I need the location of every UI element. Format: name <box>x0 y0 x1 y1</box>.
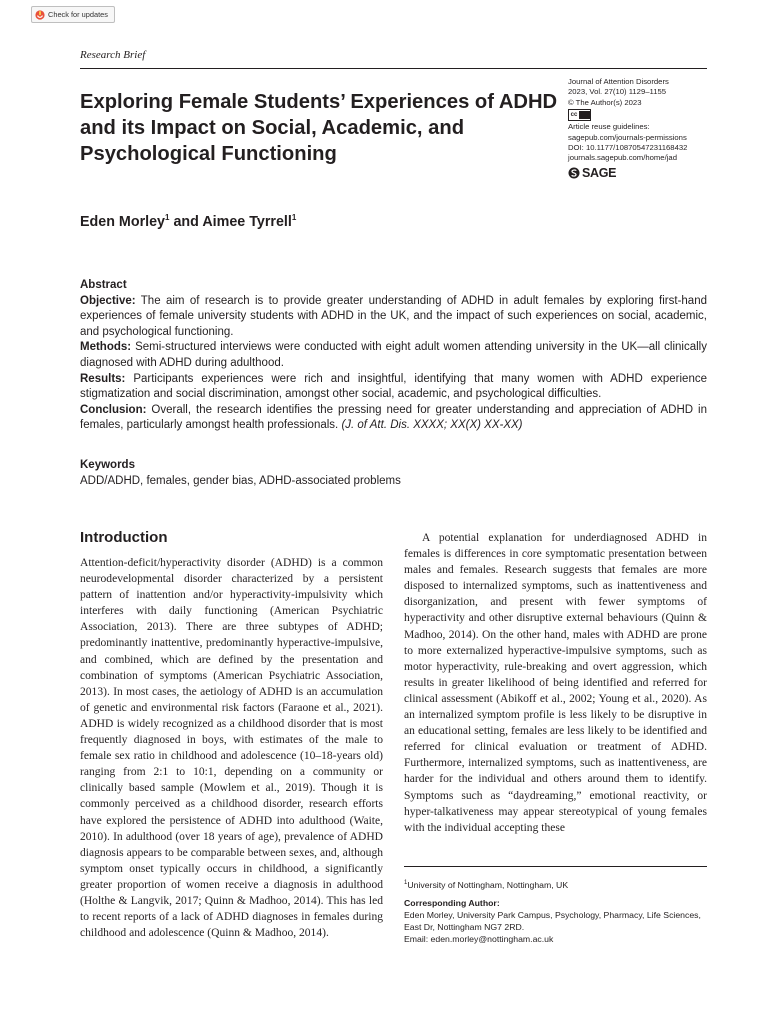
body-column-right <box>404 530 707 836</box>
publisher-name: SAGE <box>582 165 617 180</box>
journal-volume: 2023, Vol. 27(10) 1129–1155 <box>568 87 667 97</box>
check-for-updates-label: Check for updates <box>48 10 108 19</box>
body-column-left <box>80 555 383 941</box>
author-name[interactable]: Aimee Tyrrell <box>202 213 292 230</box>
author-list <box>80 213 296 230</box>
corresponding-author-address: Eden Morley, University Park Campus, Psychology, Pharmacy, Life Sciences, East Dr, Nottingham NG7 2RD. <box>404 909 701 932</box>
journal-url[interactable]: journals.sagepub.com/home/jad <box>568 153 677 163</box>
corresponding-author-heading: Corresponding Author: <box>404 897 500 908</box>
body-paragraph: Attention-deficit/hyperactivity disorder (ADHD) is a common neurodevelopmental disorder characterized by a persistent pattern of inattention and/or hyperactivity-impulsivity which interferes with daily functioning (American Psychiatric Association, 2013). There are three subtypes of ADHD; predominantly inattentive, predominantly hyperactive-impulsive, and combined, which are defined by the presentation and combination of symptoms (American Psychiatric Association, 2013). In most cases, the aetiology of ADHD is an accumulation of genetic and environmental risk factors (Faraone et al., 2021). ADHD is widely recognized as a childhood disorder that is most frequently diagnosed in boys, with estimates of the male to female sex ratio in childhood and adolescence (10–18-years old) ranging from 2:1 to 10:1, depending on a community or clinically based sample (Mowlem et al., 2019). Though it is commonly perceived as a childhood disorder, research efforts have explored the persistence of ADHD into adulthood (Waite, 2010). In adulthood (over 18 years of age), prevalence of ADHD diagnosis appears to be comparable between sexes, and, although symptom onset typically occurs in childhood, a significantly greater proportion of women receive a diagnosis in adulthood (Holthe & Langvik, 2017; Quinn & Madhoo, 2014). This has led to recent reports of a lack of ADHD diagnoses in females during childhood and adolescence (Quinn & Madhoo, 2014). <box>80 557 383 940</box>
abstract-objective: Objective: The aim of research is to provide greater understanding of ADHD in adult females by exploring first-hand experiences of female university students with ADHD in the UK, and the impact of such experiences on social, academic, and psychological functioning. <box>80 294 707 338</box>
sage-logo-icon <box>568 167 580 179</box>
header-rule <box>80 68 707 69</box>
check-for-updates-button[interactable] <box>31 6 115 23</box>
abstract-results: Results: Participants experiences were rich and insightful, identifying that many women with ADHD experience stigmatization and social discrimination, amongst other social, academic, and psychological difficulties. <box>80 372 707 401</box>
crossmark-icon <box>35 10 45 20</box>
author-name[interactable]: Eden Morley <box>80 213 166 230</box>
corresponding-author-email[interactable]: Email: eden.morley@nottingham.ac.uk <box>404 933 554 944</box>
affiliation: $^1$University of Nottingham, Nottingham, UK <box>404 879 569 890</box>
journal-info <box>568 77 718 179</box>
footnotes <box>404 877 707 945</box>
footnote-rule <box>404 866 707 867</box>
author-affiliation-mark: 1 <box>165 213 170 222</box>
cc-license-icon[interactable]: cc <box>568 109 591 121</box>
journal-citation: (J. of Att. Dis. XXXX; XX(X) XX-XX) <box>341 419 523 432</box>
article-title: Exploring Female Students’ Experiences of ADHD and its Impact on Social, Academic, and Psychological Functioning <box>80 91 558 165</box>
keywords-heading: Keywords <box>80 459 135 471</box>
abstract <box>80 278 707 434</box>
journal-name: Journal of Attention Disorders <box>568 77 669 86</box>
article-type: Research Brief <box>80 49 146 61</box>
abstract-heading: Abstract <box>80 279 127 291</box>
copyright: © The Author(s) 2023 <box>568 97 642 107</box>
reuse-link[interactable]: sagepub.com/journals-permissions <box>568 132 687 142</box>
abstract-methods: Methods: Semi-structured interviews were conducted with eight adult women attending university in the UK—all clinically diagnosed with ADHD during adulthood. <box>80 341 707 369</box>
abstract-conclusion: Conclusion: Overall, the research identifies the pressing need for greater understanding and appreciation of ADHD in females, particularly amongst health professionals. (J. of Att. Dis. XXXX; XX(X) XX-XX) <box>80 403 707 432</box>
section-heading: Introduction <box>80 529 168 546</box>
publisher-logo <box>568 167 718 179</box>
keywords-list: ADD/ADHD, females, gender bias, ADHD-associated problems <box>80 474 401 487</box>
doi[interactable]: DOI: 10.1177/10870547231168432 <box>568 143 688 153</box>
author-affiliation-mark: 1 <box>291 213 297 222</box>
reuse-label: Article reuse guidelines: <box>568 122 650 132</box>
author-joiner: and <box>169 213 203 230</box>
body-paragraph: A potential explanation for underdiagnosed ADHD in females is differences in core symptomatic presentation between males and females. Research suggests that females are more disposed to internalized symptoms, such as inattentiveness and disorganization, and present with fewer symptoms of hyperactivity and other disruptive external behaviours (Quinn & Madhoo, 2014). On the other hand, males with ADHD are prone to more externalized hyperactive-impulsive symptoms, such as motor hyperactivity, rule-breaking and overt aggression, which results in greater likelihood of being identified and referred for clinical assessment (Abikoff et al., 2002; Young et al., 2020). As an internalized symptom profile is less likely to be disruptive in an educational setting, females are less likely to be identified and referred for clinical evaluation or treatment of ADHD. Furthermore, internalized symptoms, such as inattentiveness, are harder for the individual and others around them to identify. Symptoms such as “daydreaming,” emotional reactivity, or hyper-talkativeness may appear stereotypical of young females with the individual accepting these <box>404 532 707 834</box>
keywords <box>80 458 707 489</box>
